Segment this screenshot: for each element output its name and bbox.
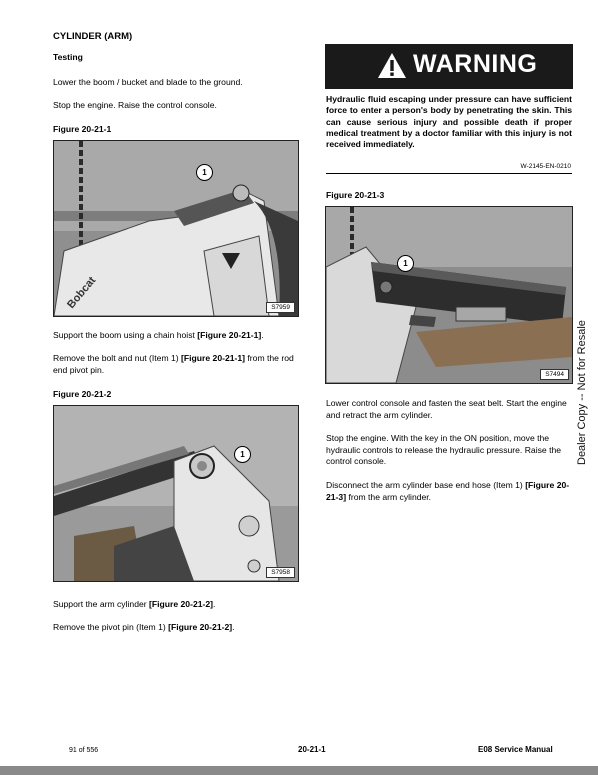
- figure-1-label: Figure 20-21-1: [53, 124, 112, 134]
- figure-3-label: Figure 20-21-3: [326, 190, 385, 200]
- footer-page-count: 91 of 556: [69, 747, 99, 754]
- figure-3-code: S7494: [540, 369, 569, 380]
- svg-text:Bobcat: Bobcat: [65, 274, 99, 311]
- figure-2-image: [53, 405, 299, 582]
- warning-divider: [326, 173, 572, 174]
- warning-banner: [325, 44, 573, 89]
- figure-2-callout: 1: [234, 446, 251, 463]
- footer-section-page: 20-21-1: [298, 745, 326, 754]
- figure-1-callout: 1: [196, 164, 213, 181]
- figure-2-label: Figure 20-21-2: [53, 389, 112, 399]
- figure-2-photo: [54, 406, 298, 581]
- figure-3-callout: 1: [397, 255, 414, 272]
- side-watermark: Dealer Copy -- Not for Resale: [576, 320, 588, 465]
- figure-1-code: S7959: [266, 302, 295, 313]
- subsection-title: Testing: [53, 52, 83, 62]
- bottom-scrollbar-strip: [0, 766, 598, 775]
- warning-title: WARNING: [413, 50, 538, 78]
- section-title: CYLINDER (ARM): [53, 31, 133, 42]
- figure-2-code: S7958: [266, 567, 295, 578]
- paragraph-disconnect-hose: Disconnect the arm cylinder base end hose (Item 1) [Figure 20-21-3] from the arm cylinder.: [326, 480, 570, 502]
- warning-triangle-icon: [377, 52, 407, 79]
- figure-1-image: [53, 140, 299, 317]
- figure-3-image: [325, 206, 573, 384]
- figure-1-photo: [54, 141, 298, 316]
- paragraph-lower-boom: Lower the boom / bucket and blade to the ground.: [53, 77, 243, 87]
- paragraph-stop-engine: Stop the engine. Raise the control console.: [53, 100, 217, 110]
- footer-manual-title: E08 Service Manual: [478, 745, 553, 754]
- warning-code: W-2145-EN-0210: [520, 163, 571, 170]
- paragraph-release-pressure: Stop the engine. With the key in the ON position, move the hydraulic controls to release the hydraulic pressure. Raise the control console.: [326, 433, 562, 466]
- paragraph-remove-bolt: Remove the bolt and nut (Item 1) [Figure 20-21-1] from the rod end pivot pin.: [53, 353, 294, 375]
- paragraph-chain-hoist: Support the boom using a chain hoist [Figure 20-21-1].: [53, 330, 264, 340]
- paragraph-remove-pin: Remove the pivot pin (Item 1) [Figure 20-21-2].: [53, 622, 235, 632]
- warning-body: Hydraulic fluid escaping under pressure can have sufficient force to enter a person's body by penetrating the skin. This can cause serious injury and possible death if proper medical treatment by a doctor familiar with this injury is not received immediately.: [326, 94, 572, 150]
- paragraph-support-arm: Support the arm cylinder [Figure 20-21-2].: [53, 599, 216, 609]
- figure-3-photo: [326, 207, 572, 383]
- paragraph-lower-console: Lower control console and fasten the seat belt. Start the engine and retract the arm cylinder.: [326, 398, 567, 420]
